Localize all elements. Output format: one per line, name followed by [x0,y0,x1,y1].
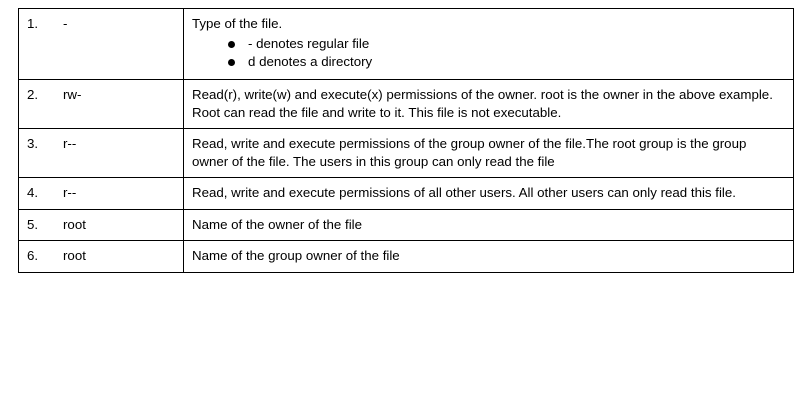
table-cell-item [19,209,184,241]
table-cell-description [184,241,794,273]
description-text: Name of the group owner of the file [192,248,400,264]
list-item: - denotes regular file [228,35,785,53]
table-cell-description [184,178,794,210]
item-value: root [63,216,86,232]
item-number: 5. [27,216,39,232]
table-row [19,178,794,210]
table-row [19,129,794,178]
table-cell-description [184,9,794,80]
description-text: Read, write and execute permissions of the group owner of the file.The root group is the group owner of the file. The users in this group can only read the file [192,136,747,169]
item-row [27,184,175,202]
table-cell-item [19,178,184,210]
item-value: r-- [63,185,77,201]
description-text: Name of the owner of the file [192,216,362,232]
table-row [19,80,794,129]
table-cell-description [184,80,794,129]
item-number: 2. [27,87,39,103]
table-cell-item [19,129,184,178]
item-row [27,86,175,104]
item-row [27,247,175,265]
table-row [19,209,794,241]
item-row [27,216,175,234]
item-number: 4. [27,185,39,201]
item-row [27,15,175,33]
table-cell-item [19,9,184,80]
table-body [19,9,794,273]
description-text: Type of the file. [192,16,283,31]
item-row [27,135,175,153]
description-bullet-list [192,35,785,72]
table-cell-description [184,209,794,241]
item-number: 1. [27,16,39,31]
table-row [19,241,794,273]
description-text: Read(r), write(w) and execute(x) permissions of the owner. root is the owner in the above example. Root can read the file and write to it. This file is not executable. [192,87,773,120]
item-value: - [63,16,68,31]
list-item: d denotes a directory [228,53,785,71]
item-number: 6. [27,248,39,264]
table-row [19,9,794,80]
item-value: r-- [63,136,77,152]
table-cell-description [184,129,794,178]
table-cell-item [19,241,184,273]
description-text: Read, write and execute permissions of all other users. All other users can only read this file. [192,185,736,201]
file-permissions-table [18,8,794,273]
item-value: root [63,248,86,264]
table-cell-item [19,80,184,129]
item-number: 3. [27,136,39,152]
item-value: rw- [63,87,82,103]
